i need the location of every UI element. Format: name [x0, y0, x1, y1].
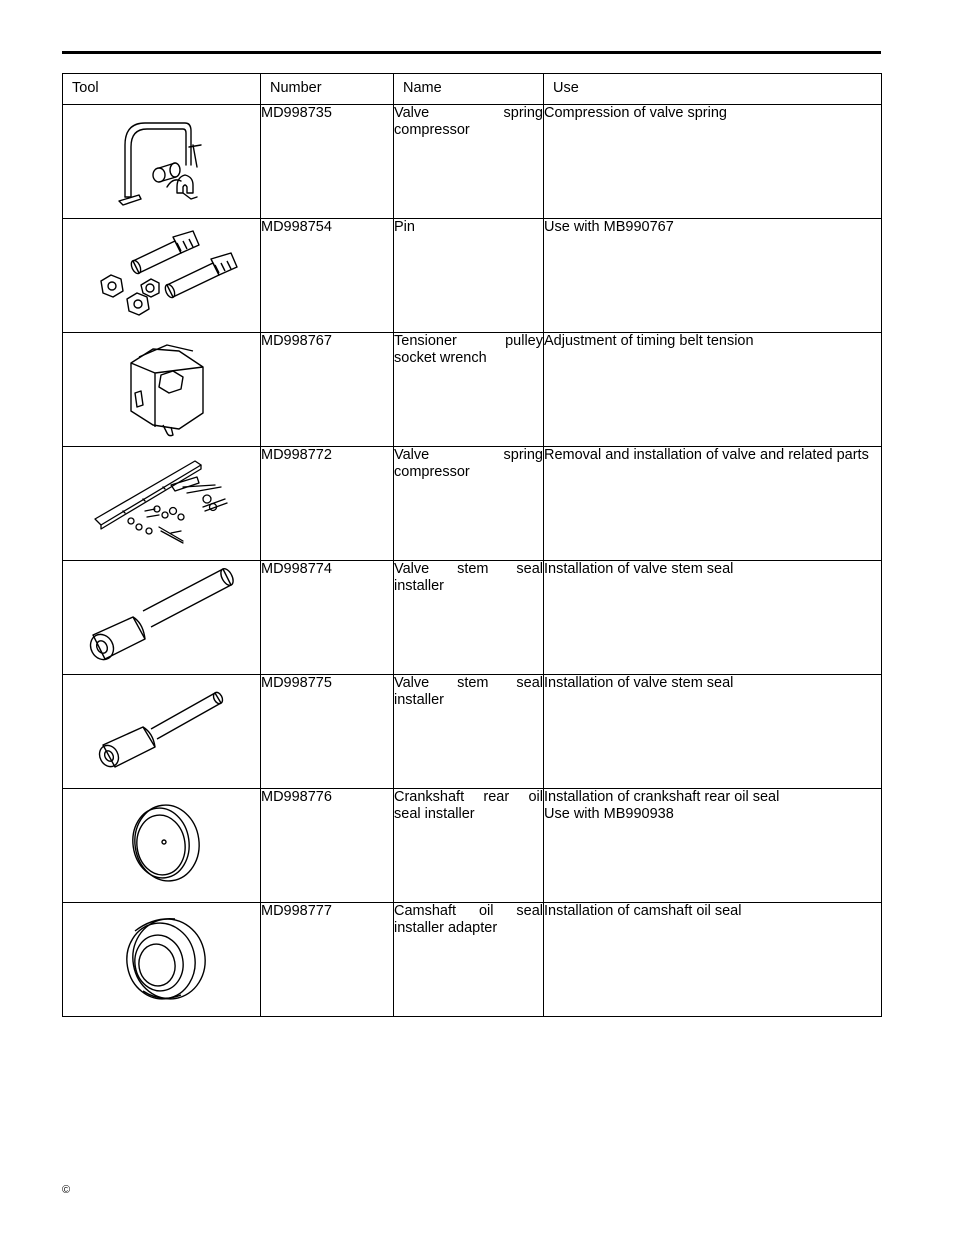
tool-use: Adjustment of timing belt tension	[544, 333, 882, 447]
tool-number: MD998776	[261, 789, 394, 903]
seal-installer-icon	[63, 561, 261, 675]
tool-use: Use with MB990767	[544, 219, 882, 333]
oil-seal-installer-icon	[63, 789, 261, 903]
tool-number: MD998772	[261, 447, 394, 561]
tool-use: Installation of camshaft oil seal	[544, 903, 882, 1017]
tool-use: Compression of valve spring	[544, 105, 882, 219]
tool-name: Valve stem seal installer	[394, 561, 544, 675]
table-row	[63, 105, 882, 219]
pin-icon	[63, 219, 261, 333]
column-header-use: Use	[544, 74, 882, 105]
tool-name: Crankshaft rear oil seal installer	[394, 789, 544, 903]
valve-spring-compressor-kit-icon	[63, 447, 261, 561]
column-header-tool: Tool	[63, 74, 261, 105]
socket-wrench-icon	[63, 333, 261, 447]
tool-use: Installation of valve stem seal	[544, 561, 882, 675]
tool-image-cell	[63, 447, 261, 561]
installer-adapter-icon	[63, 903, 261, 1017]
tool-number: MD998754	[261, 219, 394, 333]
tool-image-cell	[63, 561, 261, 675]
tool-number: MD998777	[261, 903, 394, 1017]
tool-name: Valve spring compressor	[394, 105, 544, 219]
header-rule	[62, 51, 881, 54]
tool-use: Removal and installation of valve and related parts	[544, 447, 882, 561]
tool-number: MD998735	[261, 105, 394, 219]
column-header-number: Number	[261, 74, 394, 105]
tool-name: Valve stem seal installer	[394, 675, 544, 789]
table-row	[63, 903, 882, 1017]
tool-image-cell	[63, 675, 261, 789]
tool-use-line: Use with MB990938	[544, 806, 674, 822]
copyright-symbol: ©	[62, 1184, 71, 1196]
valve-spring-compressor-icon	[63, 105, 261, 219]
tool-number: MD998775	[261, 675, 394, 789]
table-row	[63, 333, 882, 447]
tool-use: Installation of valve stem seal	[544, 675, 882, 789]
tool-use-line: Installation of crankshaft rear oil seal	[544, 789, 780, 805]
table-header-row	[63, 74, 882, 105]
table-row	[63, 561, 882, 675]
special-tools-table	[62, 73, 882, 1017]
tool-image-cell	[63, 219, 261, 333]
table-row	[63, 219, 882, 333]
tool-number: MD998767	[261, 333, 394, 447]
tool-number: MD998774	[261, 561, 394, 675]
tool-image-cell	[63, 903, 261, 1017]
table-row	[63, 447, 882, 561]
table-row	[63, 675, 882, 789]
tool-name: Tensioner pulley socket wrench	[394, 333, 544, 447]
seal-installer-icon	[63, 675, 261, 789]
tool-image-cell	[63, 333, 261, 447]
tool-name: Valve spring compressor	[394, 447, 544, 561]
tool-image-cell	[63, 105, 261, 219]
tool-name: Camshaft oil seal installer adapter	[394, 903, 544, 1017]
tool-image-cell	[63, 789, 261, 903]
tool-name: Pin	[394, 219, 544, 333]
tool-use	[544, 789, 882, 903]
table-row	[63, 789, 882, 903]
column-header-name: Name	[394, 74, 544, 105]
